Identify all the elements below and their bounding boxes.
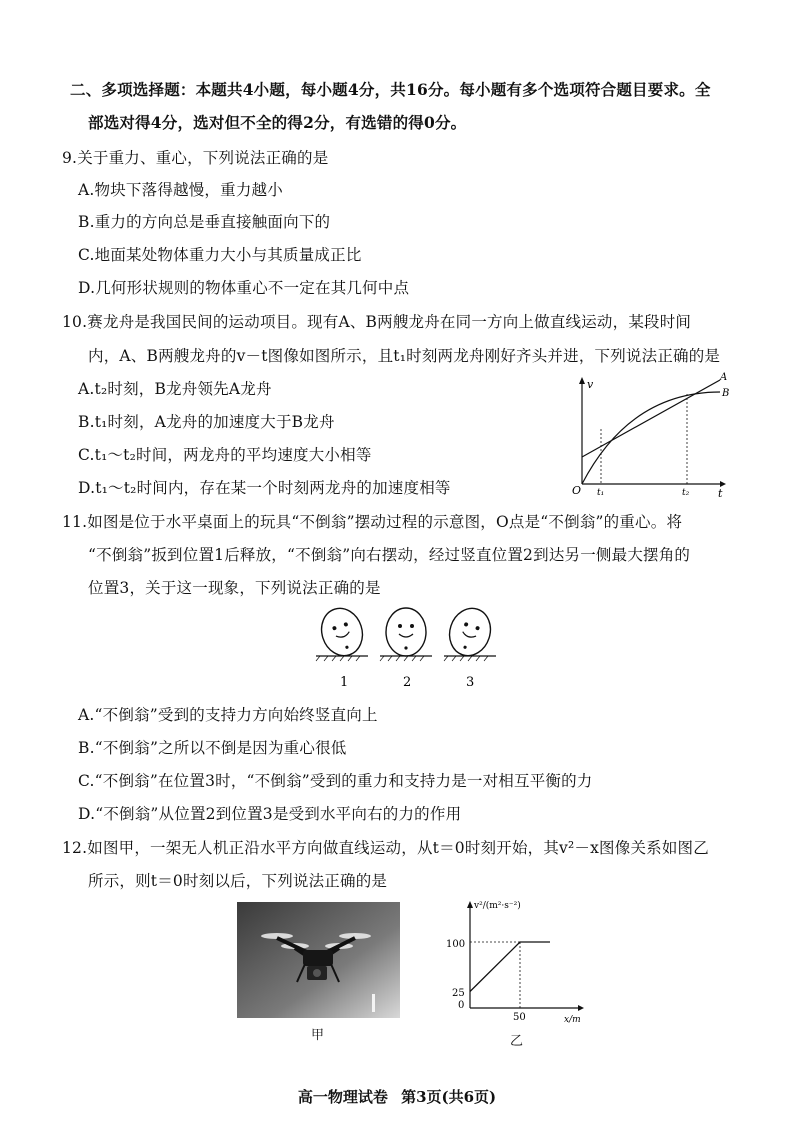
q9-option-d: D.几何形状规则的物体重心不一定在其几何中点 bbox=[78, 279, 410, 297]
position-3-label: 3 bbox=[466, 675, 475, 690]
drone-photo bbox=[237, 902, 400, 1018]
q10-option-a: A.t₂时刻，B龙舟领先A龙舟 bbox=[78, 380, 272, 398]
q10-option-c: C.t₁～t₂时间，两龙舟的平均速度大小相等 bbox=[78, 446, 372, 464]
question-10-stem-cont: 内，A、B两艘龙舟的v－t图像如图所示，且t₁时刻两龙舟刚好齐头并进，下列说法正确的是 bbox=[88, 347, 721, 365]
curve-b-label: B bbox=[722, 388, 730, 399]
question-12-stem-cont: 所示，则t＝0时刻以后，下列说法正确的是 bbox=[88, 872, 388, 890]
question-11-stem-cont: “不倒翁”扳到位置1后释放，“不倒翁”向右摆动，经过竖直位置2到达另一侧最大摆角的 bbox=[88, 546, 691, 564]
y-tick-25: 25 bbox=[452, 988, 465, 999]
tumbler-position-2 bbox=[380, 608, 432, 661]
v-axis-arrow bbox=[579, 377, 585, 384]
q11-option-c: C.“不倒翁”在位置3时，“不倒翁”受到的重力和支持力是一对相互平衡的力 bbox=[78, 772, 593, 790]
tumbler-figure bbox=[310, 600, 500, 692]
section-heading-continued: 部选对得4分，选对但不全的得2分，有选错的得0分。 bbox=[88, 113, 467, 132]
t1-label: t₁ bbox=[597, 488, 605, 498]
y-axis-arrow bbox=[467, 901, 473, 908]
q9-option-a: A.物块下落得越慢，重力越小 bbox=[78, 181, 283, 199]
curve-b bbox=[582, 392, 720, 484]
position-2-label: 2 bbox=[403, 675, 412, 690]
tumbler-position-3 bbox=[444, 603, 497, 661]
curve-a-label: A bbox=[720, 372, 728, 383]
line-a bbox=[582, 380, 720, 457]
section-heading: 二、多项选择题：本题共4小题，每小题4分，共16分。每小题有多个选项符合题目要求。全 bbox=[70, 80, 711, 99]
figure-b-label: 乙 bbox=[510, 1034, 524, 1049]
q10-option-b: B.t₁时刻，A龙舟的加速度大于B龙舟 bbox=[78, 413, 335, 431]
v2-x-series-line bbox=[470, 942, 550, 992]
q11-option-d: D.“不倒翁”从位置2到位置3是受到水平向右的力的作用 bbox=[78, 805, 462, 823]
footer-title: 高一物理试卷 bbox=[297, 1088, 388, 1106]
question-11-stem: 11.如图是位于水平桌面上的玩具“不倒翁”摆动过程的示意图，O点是“不倒翁”的重心。将 bbox=[62, 513, 683, 531]
q9-option-c: C.地面某处物体重力大小与其质量成正比 bbox=[78, 246, 362, 264]
y-tick-0: 0 bbox=[458, 1000, 465, 1011]
figure-a-label: 甲 bbox=[311, 1028, 325, 1043]
t2-label: t₂ bbox=[682, 488, 690, 498]
x-tick-50: 50 bbox=[513, 1012, 526, 1023]
v-axis-label: v bbox=[587, 378, 594, 391]
q10-option-d: D.t₁～t₂时间内，存在某一个时刻两龙舟的加速度相等 bbox=[78, 479, 451, 497]
v2-x-graph bbox=[430, 896, 590, 1024]
q11-option-a: A.“不倒翁”受到的支持力方向始终竖直向上 bbox=[78, 706, 378, 724]
y-axis-label: v²/(m²·s⁻²) bbox=[474, 901, 521, 911]
tumbler-position-1 bbox=[316, 603, 369, 661]
origin-label: O bbox=[572, 484, 582, 497]
y-tick-100: 100 bbox=[446, 939, 466, 950]
t-axis-label: t bbox=[718, 487, 723, 500]
page-footer bbox=[0, 1086, 794, 1107]
q11-option-b: B.“不倒翁”之所以不倒是因为重心很低 bbox=[78, 739, 347, 757]
position-1-label: 1 bbox=[340, 675, 349, 690]
x-axis-arrow bbox=[578, 1005, 584, 1011]
question-9-stem: 9.关于重力、重心，下列说法正确的是 bbox=[62, 149, 329, 167]
x-axis-label: x/m bbox=[564, 1015, 581, 1024]
question-10-stem: 10.赛龙舟是我国民间的运动项目。现有A、B两艘龙舟在同一方向上做直线运动，某段时间 bbox=[62, 313, 692, 331]
footer-page-number: 第3页(共6页) bbox=[401, 1088, 497, 1106]
q9-option-b: B.重力的方向总是垂直接触面向下的 bbox=[78, 213, 331, 231]
question-11-stem-cont-2: 位置3，关于这一现象，下列说法正确的是 bbox=[88, 579, 381, 597]
vt-graph bbox=[570, 372, 730, 500]
question-12-stem: 12.如图甲，一架无人机正沿水平方向做直线运动，从t＝0时刻开始，其v²－x图像关系如图乙 bbox=[62, 839, 709, 857]
